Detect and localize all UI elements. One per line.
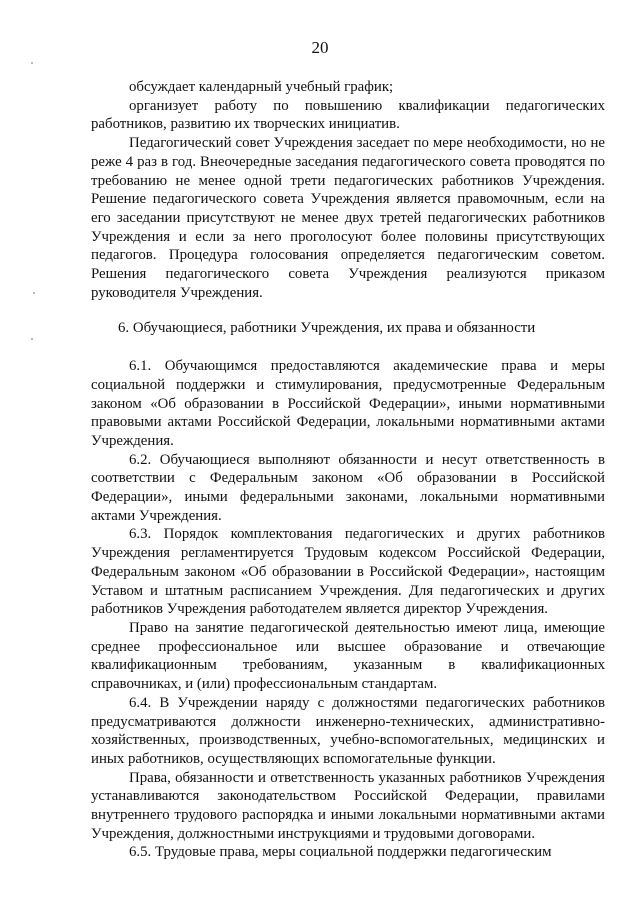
paragraph: Права, обязанности и ответственность указанных работников Учреждения устанавливаются законодательством Российской Федерации, правилами внутреннего трудового распорядка и иными локальными нормативными актами Учреждения, должностными инструкциями и трудовыми договорами.: [91, 769, 605, 842]
paragraph: Педагогический совет Учреждения заседает по мере необходимости, но не реже 4 раз в год. Внеочередные заседания педагогического совета проводятся по требованию не менее одной трети педагогических работников Учреждения. Решение педагогического совета Учреждения является правомочным, если на его заседании присутствуют не менее двух третей педагогических работников Учреждения и если за него проголосуют более половины присутствующих педагогов. Процедура голосования определяется педагогическим советом. Решения педагогического совета Учреждения реализуются приказом руководителя Учреждения.: [91, 135, 605, 301]
paragraph: 6.2. Обучающиеся выполняют обязанности и несут ответственность в соответствии с Федеральным законом «Об образовании в Российской Федерации», иными федеральными законами, локальными нормативными актами Учреждения.: [91, 451, 605, 524]
paragraph: 6.4. В Учреждении наряду с должностями педагогических работников предусматриваются должности инженерно-технических, административно-хозяйственных, производственных, учебно-вспомогательных, медицинских и иных работников, осуществляющих вспомогательные функции.: [91, 694, 605, 767]
paragraph: Право на занятие педагогической деятельностью имеют лица, имеющие среднее профессиональное или высшее образование и отвечающие квалификационным требованиям, указанным в квалификационных справочниках, и (или) профессиональным стандартам.: [91, 619, 605, 693]
scan-speck: [31, 338, 33, 340]
paragraph: 6.1. Обучающимся предоставляются академические права и меры социальной поддержки и стимулирования, предусмотренные Федеральным законом «Об образовании в Российской Федерации», иными нормативными правовыми актами Российской Федерации, локальными нормативными актами Учреждения.: [91, 358, 605, 449]
page-number: 20: [311, 38, 329, 57]
paragraph: 6.5. Трудовые права, меры социальной поддержки педагогическим: [129, 844, 552, 861]
section-heading: 6. Обучающиеся, работники Учреждения, их права и обязанности: [118, 320, 536, 337]
paragraph: 6.3. Порядок комплектования педагогических и других работников Учреждения регламентируется Трудовым кодексом Российской Федерации, Федеральным законом «Об образовании в Российской Федерации», настоящим Уставом и штатным расписанием Учреждения. Для педагогических и других работников Учреждения работодателем является директор Учреждения.: [91, 526, 605, 618]
scan-speck: [31, 62, 33, 64]
document-body: [91, 78, 605, 862]
scan-speck: [33, 292, 35, 294]
paragraph: обсуждает календарный учебный график;: [129, 79, 394, 95]
paragraph: организует работу по повышению квалификации педагогических работников, развитию их творческих инициатив.: [91, 97, 605, 133]
